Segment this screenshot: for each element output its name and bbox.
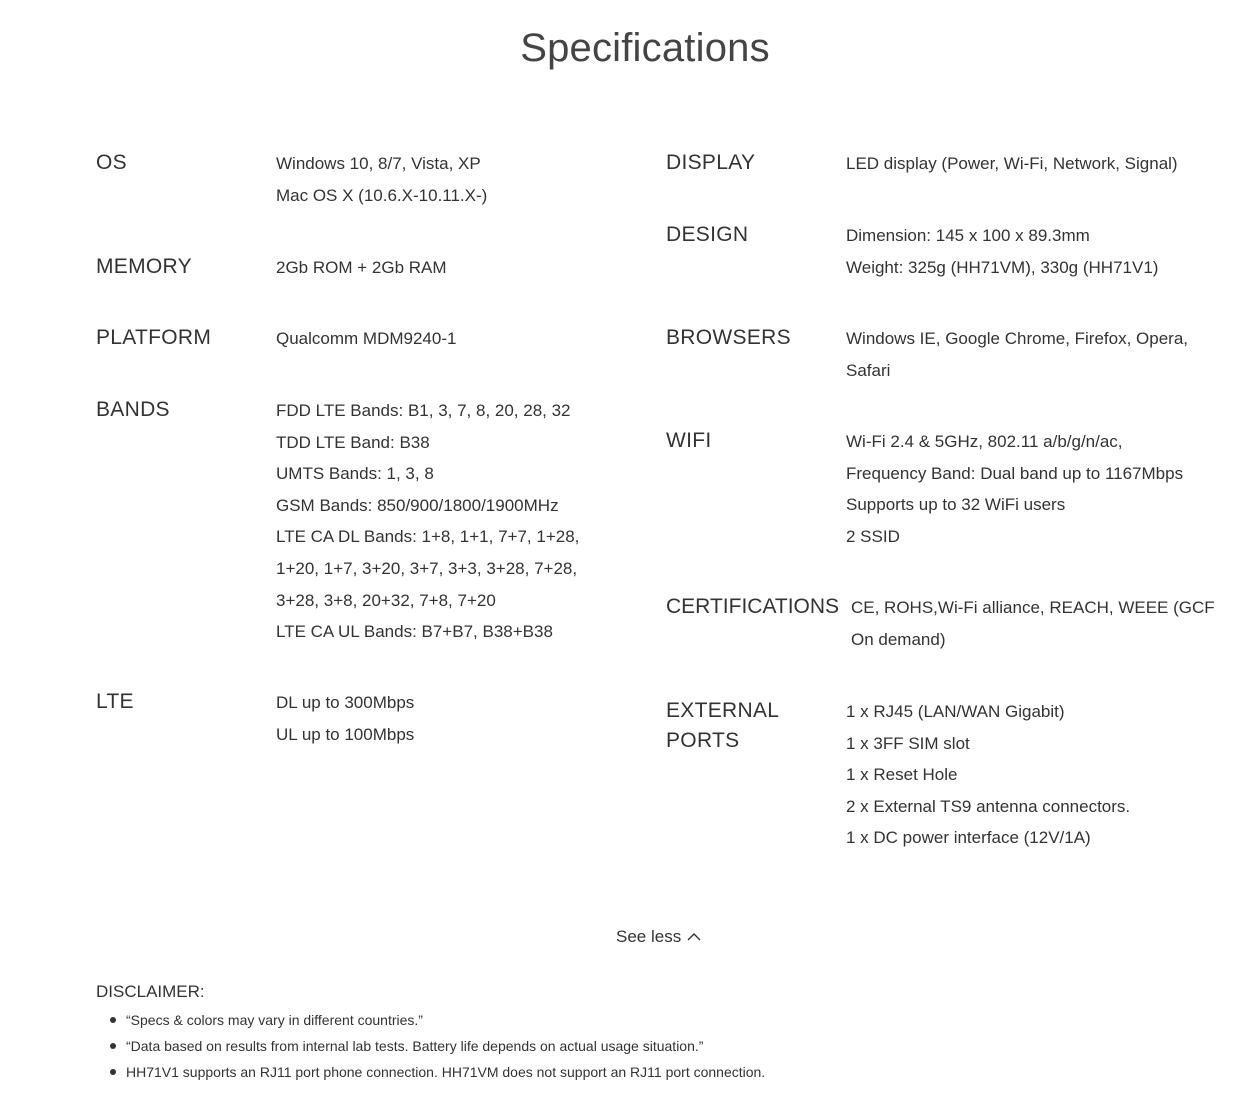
spec-value-line: LTE CA UL Bands: B7+B7, B38+B38 xyxy=(276,622,553,642)
spec-value-line: Windows 10, 8/7, Vista, XP xyxy=(276,154,481,173)
spec-value-line: DL up to 300Mbps xyxy=(276,693,415,712)
spec-label-line: PORTS xyxy=(666,729,740,752)
disclaimer-text: “Specs & colors may vary in different countries.” xyxy=(126,1012,423,1028)
spec-value-line: UMTS Bands: 1, 3, 8 xyxy=(276,464,434,484)
bullet-icon xyxy=(110,1043,116,1049)
spec-value-line: Qualcomm MDM9240-1 xyxy=(276,329,457,348)
disclaimer-text: “Data based on results from internal lab tests. Battery life depends on actual usage situation.” xyxy=(126,1038,704,1054)
disclaimer-item xyxy=(110,1062,765,1088)
spec-value-line: 1 x 3FF SIM slot xyxy=(846,733,970,753)
spec-value-line: 2 SSID xyxy=(846,526,900,546)
spec-value-line: 2Gb ROM + 2Gb RAM xyxy=(276,258,447,277)
spec-label-platform: PLATFORM xyxy=(96,326,212,349)
spec-label-memory: MEMORY xyxy=(96,255,192,278)
spec-value-line: 1 x RJ45 (LAN/WAN Gigabit) xyxy=(846,702,1065,721)
spec-value-line: 3+28, 3+8, 20+32, 7+8, 7+20 xyxy=(276,590,496,610)
spec-value-line: UL up to 100Mbps xyxy=(276,724,415,744)
bullet-icon xyxy=(110,1069,116,1075)
spec-value-line: CE, ROHS,Wi-Fi alliance, REACH, WEEE (GCF xyxy=(851,598,1215,617)
spec-label-certifications: CERTIFICATIONS xyxy=(666,595,840,618)
spec-value-line: LED display (Power, Wi-Fi, Network, Signal) xyxy=(846,154,1178,173)
spec-value-line: 1 x Reset Hole xyxy=(846,765,958,785)
spec-value-line: Frequency Band: Dual band up to 1167Mbps xyxy=(846,463,1184,483)
chevron-up-icon xyxy=(687,932,701,942)
spec-label-bands: BANDS xyxy=(96,398,170,421)
disclaimer-item xyxy=(110,1036,765,1062)
spec-value-line: FDD LTE Bands: B1, 3, 7, 8, 20, 28, 32 xyxy=(276,401,571,420)
spec-value-line: 1+20, 1+7, 3+20, 3+7, 3+3, 3+28, 7+28, xyxy=(276,558,578,578)
disclaimer-text: HH71V1 supports an RJ11 port phone connection. HH71VM does not support an RJ11 port connection. xyxy=(126,1064,766,1080)
spec-label-wifi: WIFI xyxy=(666,429,712,452)
disclaimer-list xyxy=(110,1010,765,1088)
spec-value-line: Windows IE, Google Chrome, Firefox, Opera, xyxy=(846,329,1189,348)
spec-label-display: DISPLAY xyxy=(666,151,756,174)
spec-value-line: Mac OS X (10.6.X-10.11.X-) xyxy=(276,185,488,205)
spec-value-line: Safari xyxy=(846,360,891,380)
see-less-label: See less xyxy=(616,927,682,946)
spec-label-design: DESIGN xyxy=(666,223,749,246)
spec-value-line: Weight: 325g (HH71VM), 330g (HH71V1) xyxy=(846,257,1159,277)
spec-value-line: Supports up to 32 WiFi users xyxy=(846,495,1066,515)
page-title: Specifications xyxy=(520,26,770,70)
disclaimer-item xyxy=(110,1010,765,1036)
spec-value-line: Wi-Fi 2.4 & 5GHz, 802.11 a/b/g/n/ac, xyxy=(846,432,1123,451)
spec-label-external-ports xyxy=(666,696,779,756)
spec-value-line: 2 x External TS9 antenna connectors. xyxy=(846,796,1131,816)
spec-label-lte: LTE xyxy=(96,690,134,713)
spec-label-browsers: BROWSERS xyxy=(666,326,791,349)
spec-value-line: Dimension: 145 x 100 x 89.3mm xyxy=(846,226,1090,245)
bullet-icon xyxy=(110,1017,116,1023)
spec-label-line: EXTERNAL xyxy=(666,699,780,722)
see-less-button[interactable] xyxy=(616,927,701,947)
spec-label-os: OS xyxy=(96,151,127,174)
spec-value-line: LTE CA DL Bands: 1+8, 1+1, 7+7, 1+28, xyxy=(276,527,580,547)
spec-value-line: On demand) xyxy=(851,629,946,649)
spec-value-line: TDD LTE Band: B38 xyxy=(276,432,430,452)
spec-value-line: 1 x DC power interface (12V/1A) xyxy=(846,828,1091,848)
disclaimer-title: DISCLAIMER: xyxy=(96,982,205,1001)
spec-value-line: GSM Bands: 850/900/1800/1900MHz xyxy=(276,495,559,515)
